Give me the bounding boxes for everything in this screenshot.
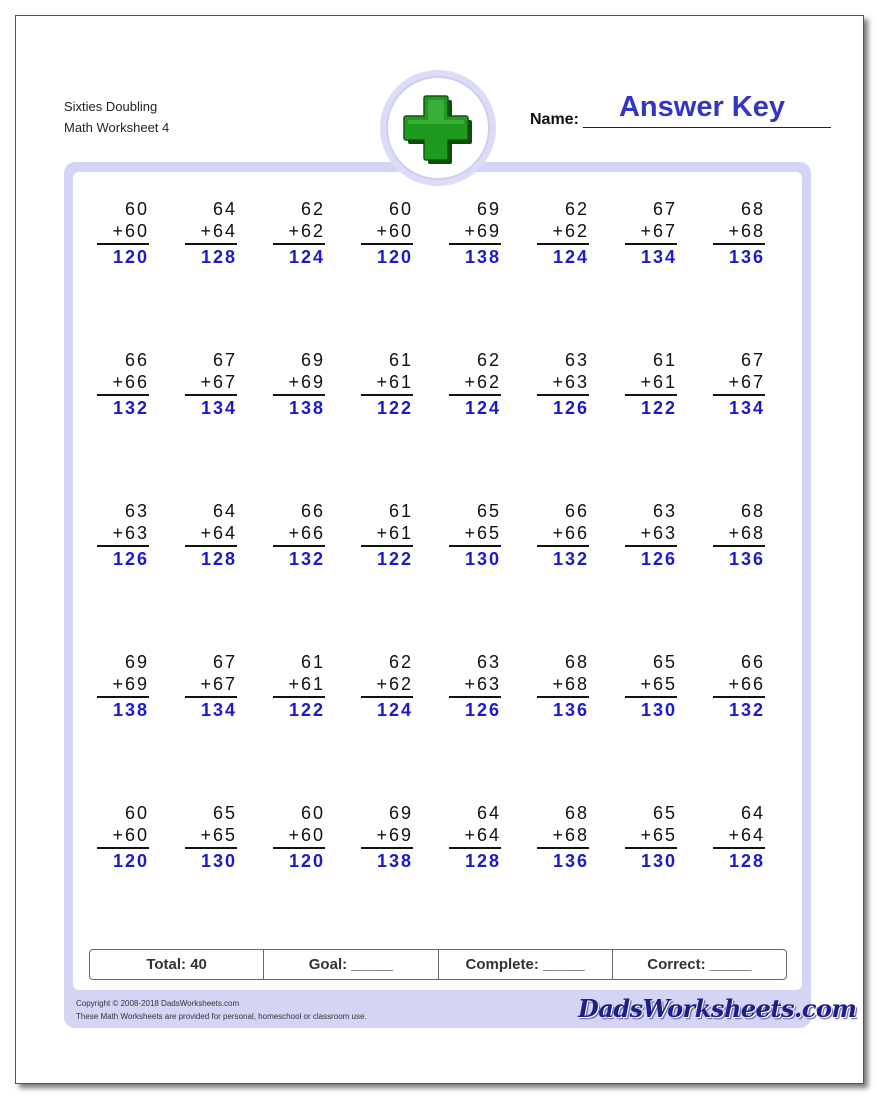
first-addend: 67 — [652, 199, 677, 219]
problem — [353, 349, 413, 419]
answer-value: 130 — [640, 700, 677, 720]
goal-cell: Goal: _____ — [264, 950, 438, 979]
usage-line: These Math Worksheets are provided for personal, homeschool or classroom use. — [76, 1012, 367, 1021]
first-addend: 62 — [388, 652, 413, 672]
answer-value: 122 — [376, 398, 413, 418]
problem — [529, 198, 589, 268]
first-addend: 67 — [740, 350, 765, 370]
first-addend: 69 — [388, 803, 413, 823]
second-addend: +67 — [200, 674, 237, 694]
problem — [89, 198, 149, 268]
problem — [265, 500, 325, 570]
problem — [529, 349, 589, 419]
answer-value: 136 — [728, 549, 765, 569]
first-addend: 65 — [476, 501, 501, 521]
answer-value: 134 — [200, 398, 237, 418]
answer-value: 134 — [200, 700, 237, 720]
first-addend: 62 — [476, 350, 501, 370]
second-addend: +60 — [288, 825, 325, 845]
answer-value: 136 — [552, 700, 589, 720]
problem — [353, 651, 413, 721]
problem — [441, 349, 501, 419]
answer-value: 126 — [112, 549, 149, 569]
problem — [353, 198, 413, 268]
second-addend: +61 — [376, 372, 413, 392]
second-addend: +61 — [376, 523, 413, 543]
second-addend: +63 — [640, 523, 677, 543]
first-addend: 64 — [212, 199, 237, 219]
answer-value: 124 — [464, 398, 501, 418]
answer-value: 130 — [200, 851, 237, 871]
first-addend: 64 — [476, 803, 501, 823]
second-addend: +69 — [288, 372, 325, 392]
answer-value: 136 — [728, 247, 765, 267]
second-addend: +65 — [640, 825, 677, 845]
problem — [265, 349, 325, 419]
second-addend: +61 — [288, 674, 325, 694]
name-label: Name: — [530, 111, 579, 128]
second-addend: +63 — [552, 372, 589, 392]
first-addend: 66 — [564, 501, 589, 521]
second-addend: +67 — [640, 221, 677, 241]
answer-value: 130 — [464, 549, 501, 569]
answer-value: 122 — [376, 549, 413, 569]
first-addend: 68 — [564, 652, 589, 672]
first-addend: 61 — [300, 652, 325, 672]
first-addend: 61 — [388, 501, 413, 521]
second-addend: +65 — [200, 825, 237, 845]
answer-value: 122 — [288, 700, 325, 720]
second-addend: +63 — [464, 674, 501, 694]
second-addend: +62 — [376, 674, 413, 694]
answer-value: 128 — [464, 851, 501, 871]
first-addend: 66 — [300, 501, 325, 521]
problem — [617, 500, 677, 570]
problem — [705, 198, 765, 268]
second-addend: +67 — [728, 372, 765, 392]
first-addend: 63 — [564, 350, 589, 370]
second-addend: +66 — [552, 523, 589, 543]
second-addend: +60 — [112, 221, 149, 241]
problem — [89, 802, 149, 872]
first-addend: 64 — [740, 803, 765, 823]
answer-value: 132 — [288, 549, 325, 569]
answer-value: 130 — [640, 851, 677, 871]
complete-cell: Complete: _____ — [439, 950, 613, 979]
first-addend: 66 — [124, 350, 149, 370]
first-addend: 68 — [740, 199, 765, 219]
first-addend: 68 — [740, 501, 765, 521]
problem — [177, 500, 237, 570]
first-addend: 68 — [564, 803, 589, 823]
second-addend: +66 — [288, 523, 325, 543]
first-addend: 66 — [740, 652, 765, 672]
second-addend: +66 — [728, 674, 765, 694]
second-addend: +62 — [464, 372, 501, 392]
second-addend: +60 — [112, 825, 149, 845]
worksheet-title — [64, 96, 169, 138]
answer-value: 126 — [640, 549, 677, 569]
problem — [441, 651, 501, 721]
score-bar — [89, 949, 787, 980]
first-addend: 69 — [476, 199, 501, 219]
problem — [441, 198, 501, 268]
problem — [617, 651, 677, 721]
problem — [705, 651, 765, 721]
answer-value: 122 — [640, 398, 677, 418]
problem — [705, 802, 765, 872]
first-addend: 69 — [124, 652, 149, 672]
first-addend: 61 — [388, 350, 413, 370]
brand-logo: DadsWorksheets.com — [578, 994, 857, 1023]
second-addend: +66 — [112, 372, 149, 392]
problem — [89, 651, 149, 721]
second-addend: +64 — [464, 825, 501, 845]
answer-value: 128 — [200, 549, 237, 569]
problem — [529, 651, 589, 721]
problem — [265, 802, 325, 872]
answer-value: 138 — [464, 247, 501, 267]
problem — [89, 500, 149, 570]
copyright-line: Copyright © 2008-2018 DadsWorksheets.com — [76, 999, 240, 1008]
answer-value: 136 — [552, 851, 589, 871]
answer-value: 138 — [112, 700, 149, 720]
second-addend: +62 — [552, 221, 589, 241]
problem — [89, 349, 149, 419]
second-addend: +69 — [464, 221, 501, 241]
problem — [529, 802, 589, 872]
answer-key-label: Answer Key — [618, 91, 785, 123]
plus-icon — [396, 88, 476, 168]
first-addend: 62 — [564, 199, 589, 219]
problem — [617, 349, 677, 419]
second-addend: +65 — [464, 523, 501, 543]
answer-value: 132 — [112, 398, 149, 418]
second-addend: +67 — [200, 372, 237, 392]
correct-cell: Correct: _____ — [647, 956, 752, 973]
answer-value: 128 — [200, 247, 237, 267]
copyright-notice — [76, 997, 367, 1023]
second-addend: +68 — [552, 674, 589, 694]
problem — [353, 802, 413, 872]
problem — [177, 198, 237, 268]
answer-value: 120 — [112, 247, 149, 267]
first-addend: 60 — [300, 803, 325, 823]
second-addend: +69 — [376, 825, 413, 845]
answer-value: 124 — [288, 247, 325, 267]
answer-value: 128 — [728, 851, 765, 871]
first-addend: 67 — [212, 652, 237, 672]
first-addend: 69 — [300, 350, 325, 370]
answer-value: 120 — [112, 851, 149, 871]
problem — [529, 500, 589, 570]
first-addend: 63 — [124, 501, 149, 521]
problem — [705, 500, 765, 570]
second-addend: +68 — [552, 825, 589, 845]
second-addend: +61 — [640, 372, 677, 392]
problem — [353, 500, 413, 570]
second-addend: +69 — [112, 674, 149, 694]
answer-value: 134 — [728, 398, 765, 418]
second-addend: +64 — [200, 523, 237, 543]
problem — [265, 198, 325, 268]
title-line-2: Math Worksheet 4 — [64, 120, 170, 135]
answer-value: 134 — [640, 247, 677, 267]
problem — [617, 198, 677, 268]
problem — [705, 349, 765, 419]
problem — [265, 651, 325, 721]
name-line — [583, 127, 831, 128]
title-line-1: Sixties Doubling — [64, 99, 158, 114]
first-addend: 65 — [212, 803, 237, 823]
problem — [177, 349, 237, 419]
second-addend: +64 — [200, 221, 237, 241]
answer-value: 132 — [728, 700, 765, 720]
second-addend: +64 — [728, 825, 765, 845]
answer-value: 126 — [464, 700, 501, 720]
first-addend: 63 — [476, 652, 501, 672]
problem — [177, 651, 237, 721]
second-addend: +62 — [288, 221, 325, 241]
answer-value: 126 — [552, 398, 589, 418]
first-addend: 65 — [652, 652, 677, 672]
first-addend: 60 — [124, 803, 149, 823]
answer-value: 138 — [288, 398, 325, 418]
problem — [617, 802, 677, 872]
answer-value: 120 — [288, 851, 325, 871]
first-addend: 62 — [300, 199, 325, 219]
second-addend: +60 — [376, 221, 413, 241]
total-cell: Total: 40 — [90, 950, 264, 979]
first-addend: 61 — [652, 350, 677, 370]
first-addend: 65 — [652, 803, 677, 823]
answer-value: 124 — [552, 247, 589, 267]
first-addend: 60 — [388, 199, 413, 219]
answer-value: 132 — [552, 549, 589, 569]
problem — [177, 802, 237, 872]
first-addend: 67 — [212, 350, 237, 370]
second-addend: +63 — [112, 523, 149, 543]
answer-value: 120 — [376, 247, 413, 267]
second-addend: +68 — [728, 523, 765, 543]
problem — [441, 500, 501, 570]
first-addend: 63 — [652, 501, 677, 521]
second-addend: +68 — [728, 221, 765, 241]
answer-value: 138 — [376, 851, 413, 871]
problem — [441, 802, 501, 872]
first-addend: 60 — [124, 199, 149, 219]
first-addend: 64 — [212, 501, 237, 521]
answer-value: 124 — [376, 700, 413, 720]
second-addend: +65 — [640, 674, 677, 694]
